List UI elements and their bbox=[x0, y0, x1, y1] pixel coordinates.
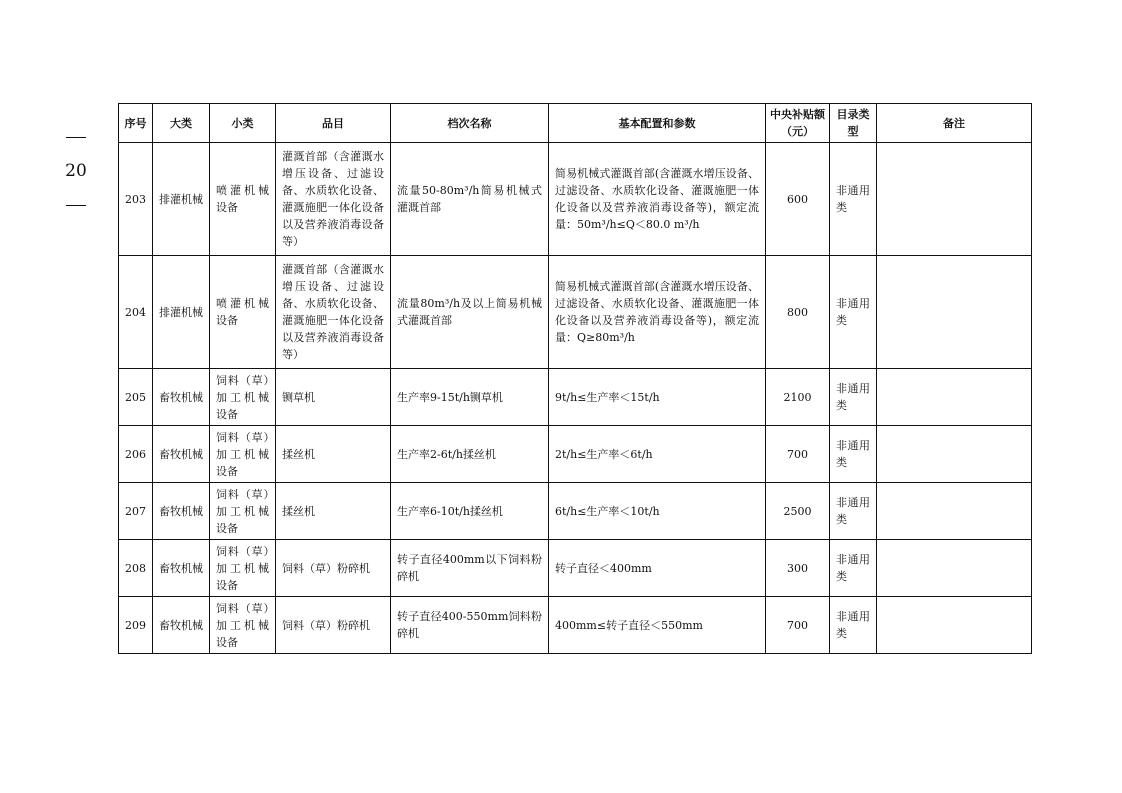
cell-notes bbox=[877, 426, 1032, 483]
cell-category: 排灌机械 bbox=[153, 256, 210, 369]
cell-config: 9t/h≤生产率＜15t/h bbox=[549, 369, 766, 426]
cell-notes bbox=[877, 369, 1032, 426]
header-category: 大类 bbox=[153, 104, 210, 143]
cell-seq: 209 bbox=[119, 597, 153, 654]
cell-subsidy: 2100 bbox=[766, 369, 830, 426]
table-row bbox=[119, 369, 1032, 426]
header-subcategory: 小类 bbox=[210, 104, 276, 143]
cell-category: 畜牧机械 bbox=[153, 597, 210, 654]
cell-subcategory: 饲料（草）加工机械设备 bbox=[210, 597, 276, 654]
page-number-dash-bottom bbox=[56, 196, 96, 214]
cell-item: 铡草机 bbox=[276, 369, 391, 426]
page-number bbox=[56, 128, 96, 214]
cell-grade: 转子直径400-550mm饲料粉碎机 bbox=[391, 597, 549, 654]
cell-seq: 203 bbox=[119, 143, 153, 256]
cell-seq: 208 bbox=[119, 540, 153, 597]
cell-subcategory: 喷灌机械设备 bbox=[210, 256, 276, 369]
cell-category: 畜牧机械 bbox=[153, 540, 210, 597]
cell-type: 非通用类 bbox=[830, 143, 877, 256]
cell-type: 非通用类 bbox=[830, 597, 877, 654]
cell-subcategory: 饲料（草）加工机械设备 bbox=[210, 426, 276, 483]
cell-subcategory: 饲料（草）加工机械设备 bbox=[210, 540, 276, 597]
cell-subsidy: 2500 bbox=[766, 483, 830, 540]
cell-seq: 204 bbox=[119, 256, 153, 369]
cell-category: 畜牧机械 bbox=[153, 369, 210, 426]
cell-item: 揉丝机 bbox=[276, 426, 391, 483]
cell-item: 饲料（草）粉碎机 bbox=[276, 540, 391, 597]
cell-config: 转子直径＜400mm bbox=[549, 540, 766, 597]
page-number-value: 20 bbox=[65, 161, 87, 181]
header-config: 基本配置和参数 bbox=[549, 104, 766, 143]
header-notes: 备注 bbox=[877, 104, 1032, 143]
header-subsidy: 中央补贴额（元） bbox=[766, 104, 830, 143]
cell-grade: 生产率6-10t/h揉丝机 bbox=[391, 483, 549, 540]
cell-config: 简易机械式灌溉首部(含灌溉水增压设备、过滤设备、水质软化设备、灌溉施肥一体化设备以及营养液消毒设备等)，额定流量：Q≥80m³/h bbox=[549, 256, 766, 369]
table-row bbox=[119, 256, 1032, 369]
cell-subsidy: 700 bbox=[766, 597, 830, 654]
cell-seq: 207 bbox=[119, 483, 153, 540]
cell-subcategory: 饲料（草）加工机械设备 bbox=[210, 369, 276, 426]
table-header-row bbox=[119, 104, 1032, 143]
cell-subsidy: 700 bbox=[766, 426, 830, 483]
cell-type: 非通用类 bbox=[830, 426, 877, 483]
cell-grade: 流量50-80m³/h简易机械式灌溉首部 bbox=[391, 143, 549, 256]
header-grade: 档次名称 bbox=[391, 104, 549, 143]
cell-grade: 生产率9-15t/h铡草机 bbox=[391, 369, 549, 426]
cell-subcategory: 饲料（草）加工机械设备 bbox=[210, 483, 276, 540]
cell-subsidy: 800 bbox=[766, 256, 830, 369]
cell-grade: 生产率2-6t/h揉丝机 bbox=[391, 426, 549, 483]
cell-type: 非通用类 bbox=[830, 540, 877, 597]
cell-config: 6t/h≤生产率＜10t/h bbox=[549, 483, 766, 540]
table-row bbox=[119, 597, 1032, 654]
cell-type: 非通用类 bbox=[830, 256, 877, 369]
header-seq: 序号 bbox=[119, 104, 153, 143]
cell-item: 灌溉首部（含灌溉水增压设备、过滤设备、水质软化设备、灌溉施肥一体化设备以及营养液消毒设备等） bbox=[276, 143, 391, 256]
cell-item: 灌溉首部（含灌溉水增压设备、过滤设备、水质软化设备、灌溉施肥一体化设备以及营养液消毒设备等） bbox=[276, 256, 391, 369]
cell-notes bbox=[877, 597, 1032, 654]
cell-grade: 转子直径400mm以下饲料粉碎机 bbox=[391, 540, 549, 597]
cell-seq: 206 bbox=[119, 426, 153, 483]
cell-grade: 流量80m³/h及以上简易机械式灌溉首部 bbox=[391, 256, 549, 369]
cell-item: 饲料（草）粉碎机 bbox=[276, 597, 391, 654]
table-row bbox=[119, 143, 1032, 256]
cell-subsidy: 300 bbox=[766, 540, 830, 597]
table-row bbox=[119, 483, 1032, 540]
cell-seq: 205 bbox=[119, 369, 153, 426]
cell-type: 非通用类 bbox=[830, 369, 877, 426]
cell-category: 排灌机械 bbox=[153, 143, 210, 256]
table-row bbox=[119, 540, 1032, 597]
cell-subsidy: 600 bbox=[766, 143, 830, 256]
cell-item: 揉丝机 bbox=[276, 483, 391, 540]
table-row bbox=[119, 426, 1032, 483]
cell-notes bbox=[877, 540, 1032, 597]
cell-subcategory: 喷灌机械设备 bbox=[210, 143, 276, 256]
page-number-dash-top bbox=[56, 128, 96, 146]
cell-type: 非通用类 bbox=[830, 483, 877, 540]
subsidy-table bbox=[118, 103, 1032, 654]
header-item: 品目 bbox=[276, 104, 391, 143]
cell-config: 2t/h≤生产率＜6t/h bbox=[549, 426, 766, 483]
cell-notes bbox=[877, 256, 1032, 369]
header-type: 目录类型 bbox=[830, 104, 877, 143]
cell-config: 简易机械式灌溉首部(含灌溉水增压设备、过滤设备、水质软化设备、灌溉施肥一体化设备以及营养液消毒设备等)，额定流量：50m³/h≤Q＜80.0 m³/h bbox=[549, 143, 766, 256]
cell-config: 400mm≤转子直径＜550mm bbox=[549, 597, 766, 654]
cell-notes bbox=[877, 143, 1032, 256]
cell-notes bbox=[877, 483, 1032, 540]
cell-category: 畜牧机械 bbox=[153, 483, 210, 540]
cell-category: 畜牧机械 bbox=[153, 426, 210, 483]
